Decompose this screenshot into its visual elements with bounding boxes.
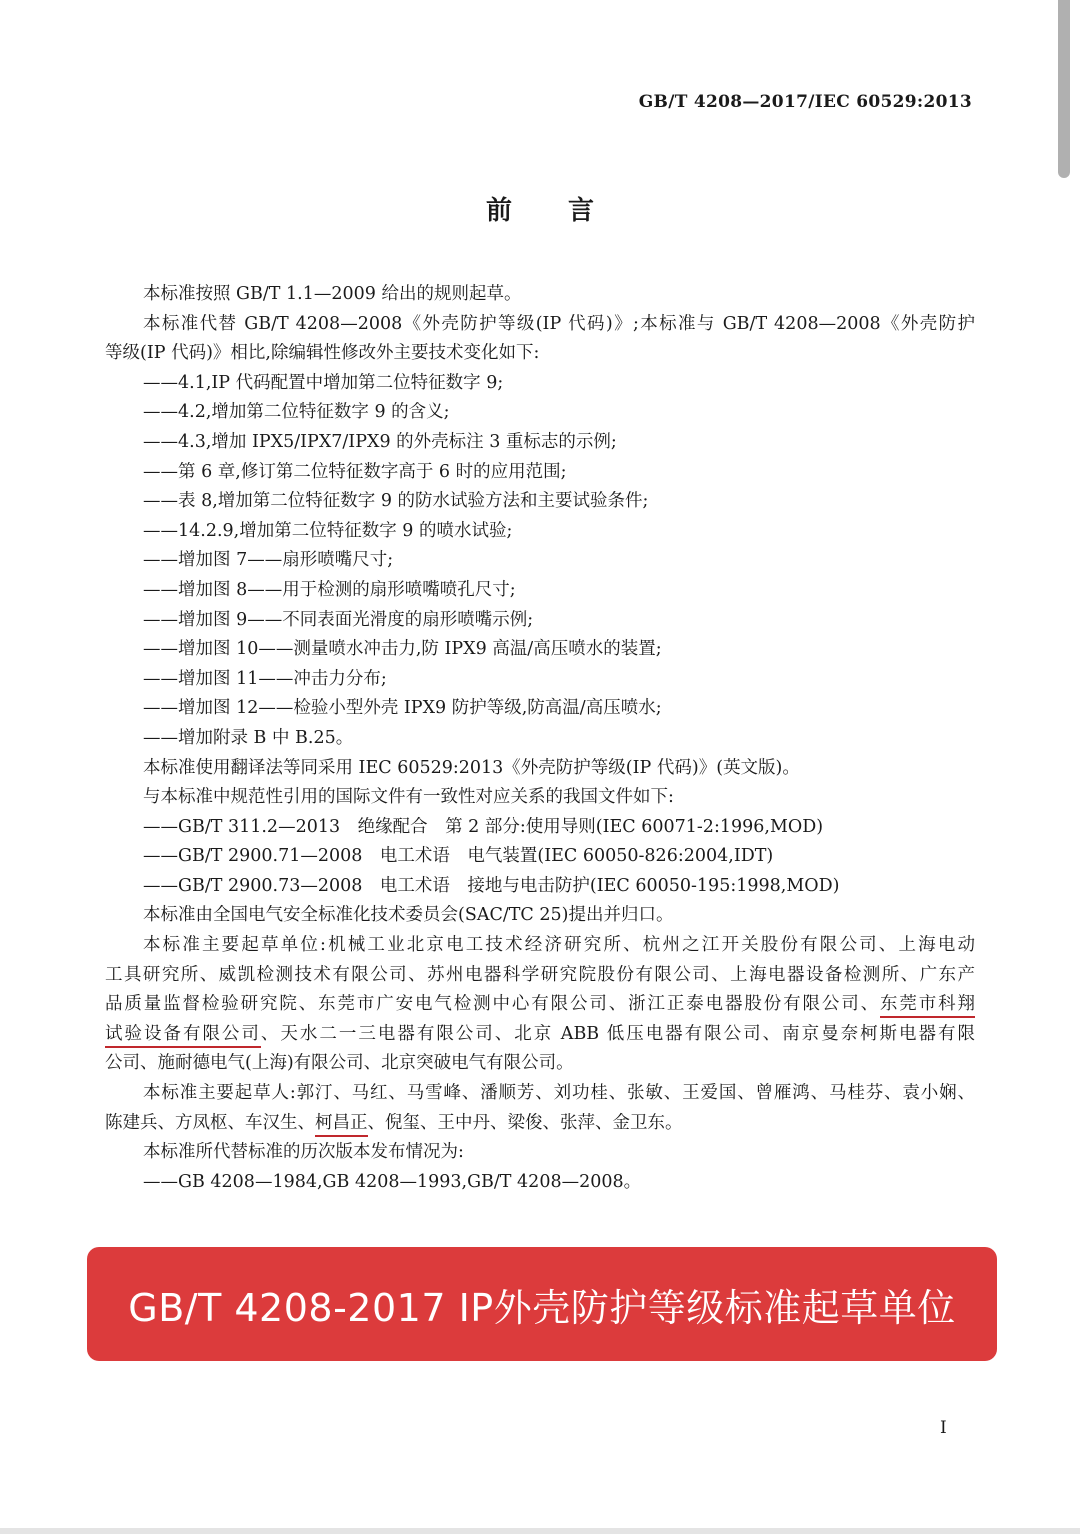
text-line [105, 546, 975, 576]
text-segment: 、天水二一三电器有限公司、北京 ABB 低压电器有限公司、南京曼奈柯斯电器有限 [260, 1023, 976, 1044]
text-segment: 本标准使用翻译法等同采用 IEC 60529:2013《外壳防护等级(IP 代码)》(英文版)。 [143, 757, 800, 778]
text-line [105, 458, 975, 488]
text-line [105, 1020, 975, 1050]
text-line [105, 517, 975, 547]
caption-banner [87, 1247, 997, 1361]
text-line [105, 990, 975, 1020]
text-line [105, 694, 975, 724]
text-line [105, 872, 975, 902]
text-segment: 陈建兵、方凤枢、车汉生、 [105, 1112, 315, 1133]
text-line [105, 606, 975, 636]
caption-banner-text: GB/T 4208-2017 IP外壳防护等级标准起草单位 [128, 1285, 956, 1330]
text-line [105, 724, 975, 754]
underlined-text: 东莞市科翔 [880, 994, 975, 1018]
text-line [105, 931, 975, 961]
text-line [105, 339, 975, 369]
text-segment: 本标准由全国电气安全标准化技术委员会(SAC/TC 25)提出并归口。 [143, 905, 674, 926]
text-segment: 、倪玺、王中丹、梁俊、张萍、金卫东。 [367, 1112, 683, 1133]
text-line [105, 398, 975, 428]
text-line [105, 369, 975, 399]
text-segment: ——GB/T 2900.73—2008 电工术语 接地与电击防护(IEC 60050-195:1998,MOD) [143, 875, 840, 896]
text-line [105, 665, 975, 695]
text-segment: ——增加图 8——用于检测的扇形喷嘴喷孔尺寸; [143, 579, 516, 600]
bottom-divider [0, 1528, 1080, 1534]
underlined-text: 试验设备有限公司 [105, 1024, 261, 1048]
page-number: I [940, 1418, 947, 1438]
text-segment: ——4.2,增加第二位特征数字 9 的含义; [143, 402, 450, 423]
text-segment: ——14.2.9,增加第二位特征数字 9 的喷水试验; [143, 520, 513, 541]
text-segment: 品质量监督检验研究院、东莞市广安电气检测中心有限公司、浙江正泰电器股份有限公司、 [105, 994, 880, 1015]
standard-code-header: GB/T 4208—2017/IEC 60529:2013 [638, 92, 972, 112]
text-segment: 公司、施耐德电气(上海)有限公司、北京突破电气有限公司。 [105, 1053, 574, 1074]
page-title: 前言 [485, 196, 650, 226]
text-segment: 本标准主要起草人:郭汀、马红、马雪峰、潘顺芳、刘功桂、张敏、王爱国、曾雁鸿、马桂芬、袁小娴、 [143, 1083, 975, 1104]
text-segment: ——4.3,增加 IPX5/IPX7/IPX9 的外壳标注 3 重标志的示例; [143, 431, 617, 452]
text-segment: ——GB/T 311.2—2013 绝缘配合 第 2 部分:使用导则(IEC 60071-2:1996,MOD) [143, 816, 824, 837]
text-line [105, 635, 975, 665]
text-segment: ——增加图 7——扇形喷嘴尺寸; [143, 550, 394, 571]
text-segment: ——增加图 9——不同表面光滑度的扇形喷嘴示例; [143, 609, 534, 630]
text-line [105, 487, 975, 517]
text-segment: 等级(IP 代码)》相比,除编辑性修改外主要技术变化如下: [105, 343, 540, 364]
text-line [105, 842, 975, 872]
text-segment: 工具研究所、威凯检测技术有限公司、苏州电器科学研究院股份有限公司、上海电器设备检测所、广东产 [105, 964, 975, 985]
text-segment: 本标准代替 GB/T 4208—2008《外壳防护等级(IP 代码)》;本标准与 GB/T 4208—2008《外壳防护 [143, 313, 975, 334]
text-segment: ——4.1,IP 代码配置中增加第二位特征数字 9; [143, 372, 504, 393]
foreword-body [105, 280, 975, 1197]
text-line [105, 1079, 975, 1109]
text-segment: ——增加图 10——测量喷水冲击力,防 IPX9 高温/高压喷水的装置; [143, 639, 662, 660]
text-line [105, 1109, 975, 1139]
text-line [105, 1049, 975, 1079]
text-segment: ——GB/T 2900.71—2008 电工术语 电气装置(IEC 60050-826:2004,IDT) [143, 846, 774, 867]
text-segment: ——表 8,增加第二位特征数字 9 的防水试验方法和主要试验条件; [143, 491, 649, 512]
text-line [105, 813, 975, 843]
text-line [105, 1138, 975, 1168]
text-segment: 本标准主要起草单位:机械工业北京电工技术经济研究所、杭州之江开关股份有限公司、上海电动 [143, 935, 975, 956]
text-line [105, 1168, 975, 1198]
text-segment: ——第 6 章,修订第二位特征数字高于 6 时的应用范围; [143, 461, 567, 482]
text-segment: ——增加图 12——检验小型外壳 IPX9 防护等级,防高温/高压喷水; [143, 698, 662, 719]
underlined-text: 柯昌正 [315, 1113, 368, 1137]
text-line [105, 280, 975, 310]
text-segment: ——增加图 11——冲击力分布; [143, 668, 387, 689]
text-line [105, 310, 975, 340]
text-segment: 本标准所代替标准的历次版本发布情况为: [143, 1142, 464, 1163]
text-line [105, 901, 975, 931]
scrollbar[interactable] [1058, 0, 1070, 178]
text-line [105, 783, 975, 813]
text-segment: ——GB 4208—1984,GB 4208—1993,GB/T 4208—2008。 [143, 1171, 642, 1192]
text-line [105, 754, 975, 784]
text-segment: ——增加附录 B 中 B.25。 [143, 727, 354, 748]
text-segment: 本标准按照 GB/T 1.1—2009 给出的规则起草。 [143, 284, 522, 304]
text-line [105, 961, 975, 991]
text-line [105, 576, 975, 606]
text-line [105, 428, 975, 458]
text-segment: 与本标准中规范性引用的国际文件有一致性对应关系的我国文件如下: [143, 787, 674, 808]
